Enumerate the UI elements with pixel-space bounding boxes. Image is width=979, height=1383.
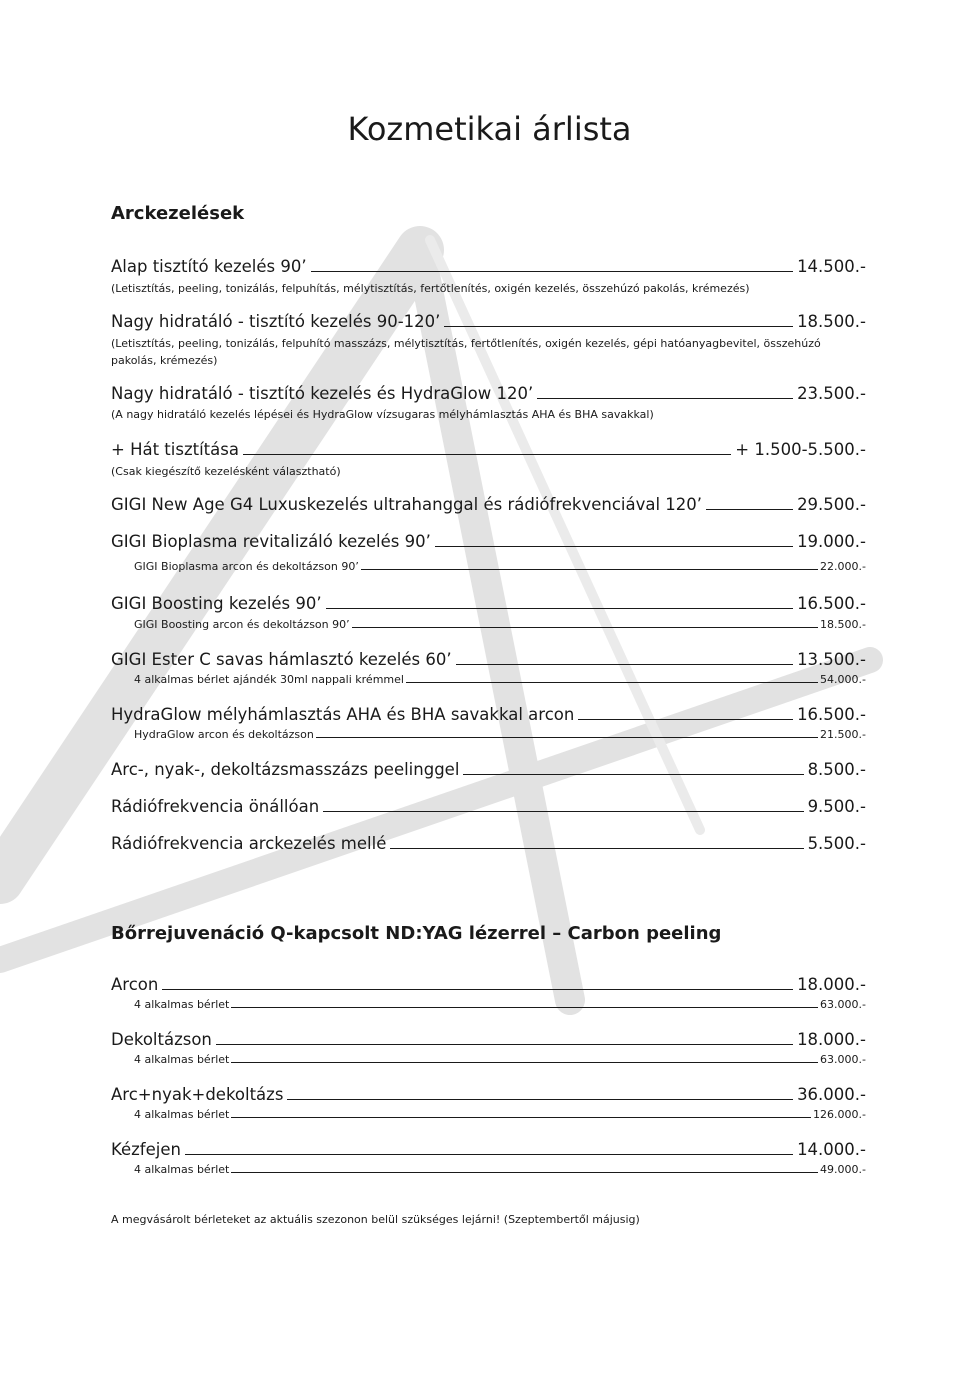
price-row [111,760,866,779]
leader-line [316,737,818,738]
price-row [111,834,866,853]
sub-service-name: 4 alkalmas bérlet ajándék 30ml nappali krémmel [134,673,404,686]
service-price: 16.500.- [797,594,866,613]
price-row [111,1085,866,1104]
sub-service-price: 22.000.- [820,560,866,573]
service-name: HydraGlow mélyhámlasztás AHA és BHA savakkal arcon [111,705,575,724]
service-name: Arcon [111,975,159,994]
leader-line [463,774,803,775]
leader-line [352,627,818,628]
sub-service-price: 21.500.- [820,728,866,741]
price-subrow [134,1163,866,1176]
sub-service-price: 18.500.- [820,618,866,631]
service-description: (Csak kiegészítő kezelésként választható) [111,465,341,478]
service-name: GIGI Boosting kezelés 90’ [111,594,322,613]
service-name: GIGI Ester C savas hámlasztó kezelés 60’ [111,650,452,669]
leader-line [311,271,793,272]
service-price: 14.500.- [797,257,866,276]
leader-line [231,1172,818,1173]
service-description: (Letisztítás, peeling, tonizálás, felpuhítás, mélytisztítás, fertőtlenítés, oxigén kezelés, összehúzó pakolás, krémezés) [111,282,750,295]
price-subrow [134,998,866,1011]
service-name: Arc-, nyak-, dekoltázsmasszázs peelinggel [111,760,460,779]
leader-line [185,1154,793,1155]
leader-line [231,1007,818,1008]
service-price: 18.000.- [797,975,866,994]
service-price: 13.500.- [797,650,866,669]
sub-service-name: 4 alkalmas bérlet [134,1053,230,1066]
leader-line [323,811,803,812]
price-row [111,312,866,331]
leader-line [231,1062,818,1063]
leader-line [287,1099,793,1100]
service-price: 9.500.- [807,797,866,816]
service-name: Rádiófrekvencia önállóan [111,797,320,816]
price-row [111,532,866,551]
service-price: 16.500.- [797,705,866,724]
service-price: 36.000.- [797,1085,866,1104]
sub-service-price: 54.000.- [820,673,866,686]
price-subrow [134,728,866,741]
price-row [111,1140,866,1159]
leader-line [361,569,818,570]
sub-service-price: 126.000.- [813,1108,866,1121]
service-name: + Hát tisztítása [111,440,239,459]
service-name: Kézfejen [111,1140,181,1159]
service-price: 19.000.- [797,532,866,551]
sub-service-price: 49.000.- [820,1163,866,1176]
leader-line [706,509,793,510]
service-price: 18.500.- [797,312,866,331]
sub-service-name: HydraGlow arcon és dekoltázson [134,728,314,741]
service-price: 23.500.- [797,384,866,403]
service-name: Arc+nyak+dekoltázs [111,1085,284,1104]
service-price: 18.000.- [797,1030,866,1049]
sub-service-name: GIGI Boosting arcon és dekoltázson 90’ [134,618,350,631]
section-heading-arckezelesek: Arckezelések [111,203,245,224]
leader-line [216,1044,793,1045]
price-row [111,440,866,459]
service-price: 29.500.- [797,495,866,514]
service-price: + 1.500-5.500.- [735,440,866,459]
sub-service-name: 4 alkalmas bérlet [134,1163,230,1176]
leader-line [390,848,803,849]
price-row [111,650,866,669]
leader-line [578,719,793,720]
service-name: Nagy hidratáló - tisztító kezelés és HydraGlow 120’ [111,384,534,403]
service-name: Rádiófrekvencia arckezelés mellé [111,834,387,853]
price-row [111,705,866,724]
price-row [111,1030,866,1049]
section-heading-laser: Bőrrejuvenáció Q-kapcsolt ND:YAG lézerrel – Carbon peeling [111,923,722,944]
price-subrow [134,560,866,573]
leader-line [444,326,793,327]
leader-line [243,454,731,455]
price-subrow [134,1108,866,1121]
service-name: GIGI Bioplasma revitalizáló kezelés 90’ [111,532,431,551]
price-row [111,797,866,816]
price-subrow [134,673,866,686]
service-price: 8.500.- [807,760,866,779]
price-subrow [134,1053,866,1066]
service-name: Dekoltázson [111,1030,212,1049]
service-name: Alap tisztító kezelés 90’ [111,257,307,276]
price-row [111,384,866,403]
leader-line [231,1117,811,1118]
leader-line [456,664,794,665]
price-row [111,594,866,613]
sub-service-price: 63.000.- [820,998,866,1011]
price-row [111,975,866,994]
service-price: 5.500.- [807,834,866,853]
price-subrow [134,618,866,631]
sub-service-name: 4 alkalmas bérlet [134,998,230,1011]
sub-service-name: GIGI Bioplasma arcon és dekoltázson 90’ [134,560,359,573]
sub-service-price: 63.000.- [820,1053,866,1066]
price-row [111,495,866,514]
price-row [111,257,866,276]
service-name: GIGI New Age G4 Luxuskezelés ultrahanggal és rádiófrekvenciával 120’ [111,495,703,514]
service-price: 14.000.- [797,1140,866,1159]
leader-line [326,608,793,609]
footer-note: A megvásárolt bérleteket az aktuális szezonon belül szükséges lejárni! (Szeptembertől májusig) [111,1213,640,1226]
leader-line [435,546,793,547]
sub-service-name: 4 alkalmas bérlet [134,1108,230,1121]
leader-line [537,398,793,399]
leader-line [162,989,793,990]
leader-line [406,682,818,683]
service-description: (A nagy hidratáló kezelés lépései és HydraGlow vízsugaras mélyhámlasztás AHA és BHA savakkal) [111,408,654,421]
service-name: Nagy hidratáló - tisztító kezelés 90-120’ [111,312,441,331]
service-description: (Letisztítás, peeling, tonizálás, felpuhító masszázs, mélytisztítás, fertőtlenítés, oxigén kezelés, gépi hatóanyagbevitel, összehúzó pakolás, krémezés) [111,337,821,367]
page-title: Kozmetikai árlista [347,110,632,148]
